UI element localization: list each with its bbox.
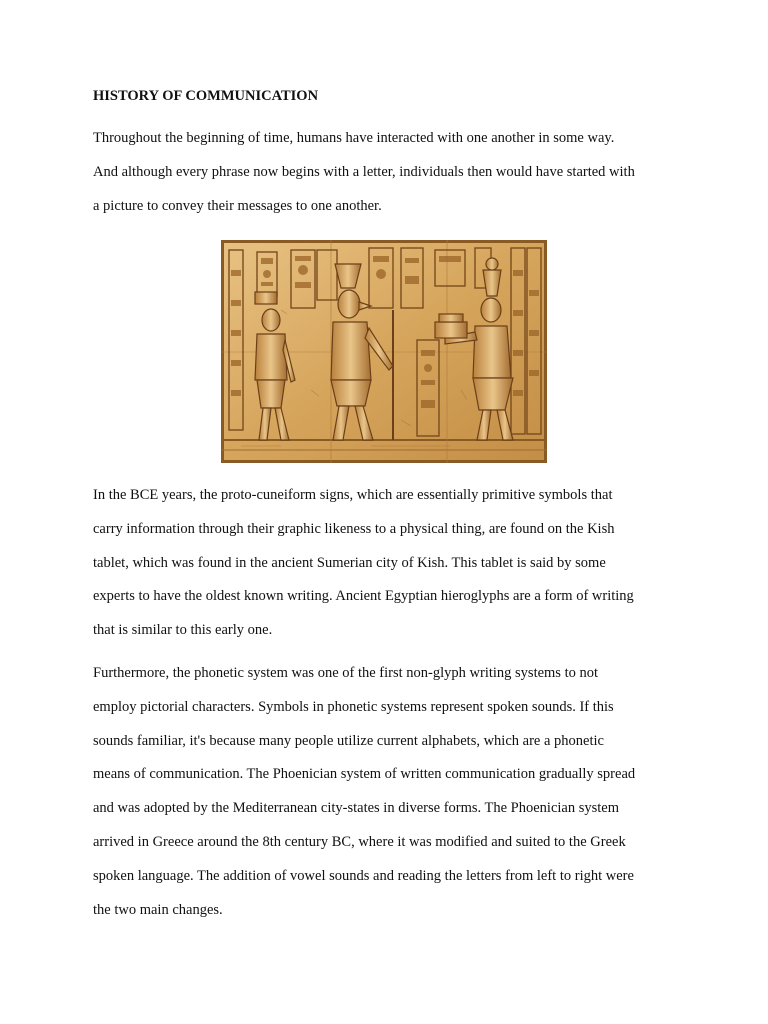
- paragraph-cuneiform: [93, 479, 678, 648]
- egyptian-relief-image: [221, 240, 547, 463]
- text-line: means of communication. The Phoenician system of written communication gradually spread: [93, 766, 636, 783]
- text-line: spoken language. The addition of vowel sounds and reading the letters from left to right were: [93, 867, 634, 884]
- text-line: sounds familiar, it's because many people utilize current alphabets, which are a phonetic: [93, 732, 604, 749]
- text-line: employ pictorial characters. Symbols in phonetic systems represent spoken sounds. If this: [93, 698, 614, 715]
- text-line: a picture to convey their messages to one another.: [93, 197, 382, 214]
- text-line: And although every phrase now begins with a letter, individuals then would have started with: [93, 163, 635, 180]
- text-line: carry information through their graphic likeness to a physical thing, are found on the Kish: [93, 520, 615, 537]
- paragraph-intro: [93, 122, 678, 223]
- document-title: HISTORY OF COMMUNICATION: [93, 88, 319, 104]
- text-line: tablet, which was found in the ancient Sumerian city of Kish. This tablet is said by some: [93, 554, 606, 571]
- text-line: arrived in Greece around the 8th century BC, where it was modified and suited to the Greek: [93, 833, 626, 850]
- paragraph-phonetic: [93, 657, 678, 927]
- text-line: Furthermore, the phonetic system was one of the first non-glyph writing systems to not: [93, 665, 599, 681]
- text-line: experts to have the oldest known writing. Ancient Egyptian hieroglyphs are a form of writing: [93, 588, 634, 605]
- text-line: that is similar to this early one.: [93, 622, 273, 639]
- text-line: Throughout the beginning of time, humans have interacted with one another in some way.: [93, 130, 615, 146]
- text-line: and was adopted by the Mediterranean city-states in diverse forms. The Phoenician system: [93, 800, 620, 817]
- text-line: the two main changes.: [93, 901, 223, 918]
- text-line: In the BCE years, the proto-cuneiform signs, which are essentially primitive symbols that: [93, 487, 613, 503]
